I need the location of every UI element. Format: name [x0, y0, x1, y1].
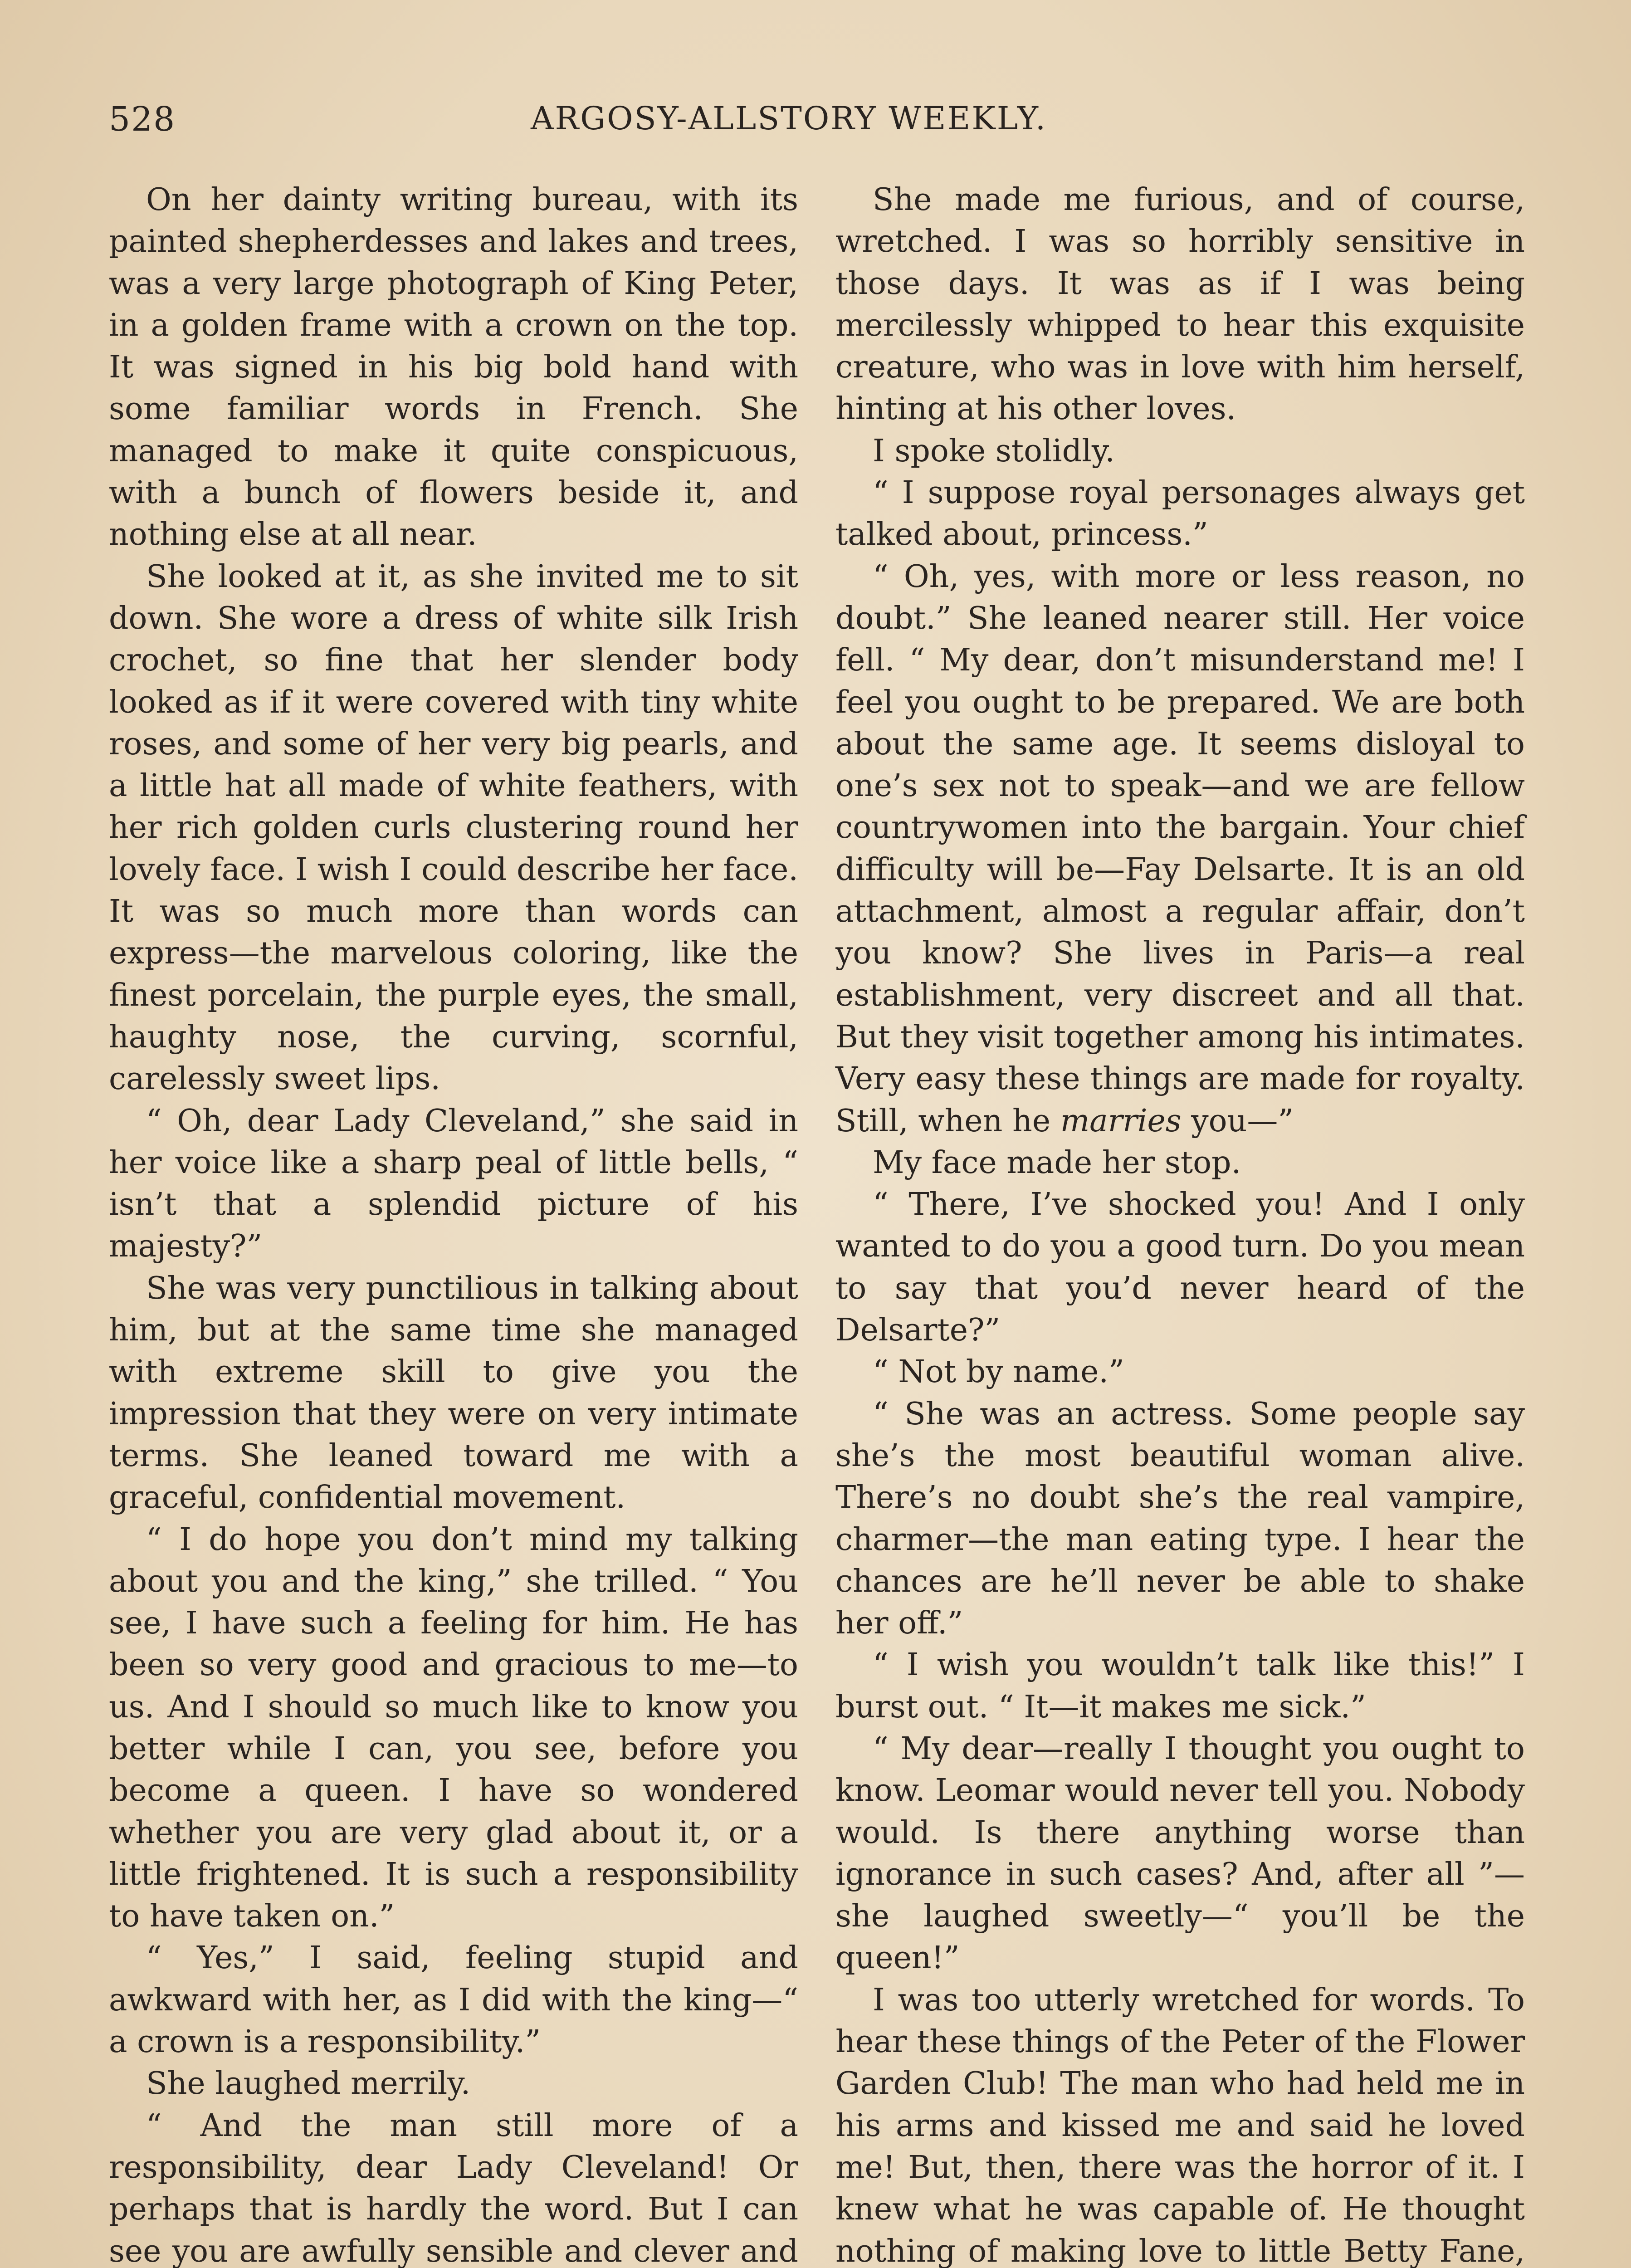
- paragraph: “ Oh, dear Lady Cleveland,” she said in her voice like a sharp peal of little bells, “ isn’t that a splendid picture of his majesty?”: [109, 1103, 798, 1265]
- paragraph: “ There, I’ve shocked you! And I only wanted to do you a good turn. Do you mean to say that you’d never heard of the Delsarte?”: [835, 1187, 1525, 1349]
- emphasized-word: marries: [1060, 1103, 1182, 1139]
- page-header: [109, 91, 1524, 141]
- page-number: 528: [109, 100, 176, 139]
- paragraph: “ Not by name.”: [873, 1354, 1124, 1390]
- running-title: ARGOSY-ALLSTORY WEEKLY.: [531, 100, 1047, 137]
- paragraph: On her dainty writing bureau, with its painted shepherdesses and lakes and trees, was a very large photograph of King Peter, in a golden frame with a crown on the top. It was signed in his big bold hand with some familiar words in French. She managed to make it quite conspicuous, with a bunch of flowers beside it, and nothing else at all near.: [109, 182, 798, 553]
- paragraph: “ I wish you wouldn’t talk like this!” I burst out. “ It—it makes me sick.”: [835, 1647, 1525, 1725]
- paragraph: She looked at it, as she invited me to sit down. She wore a dress of white silk Irish crochet, so fine that her slender body looked as if it were covered with tiny white roses, and some of her very big pearls, and a little hat all made of white feathers, with her rich golden curls clustering round her lovely face. I wish I could describe her face. It was so much more than words can express—the marvelous coloring, like the finest porcelain, the purple eyes, the small, haughty nose, the curving, scornful, carelessly sweet lips.: [109, 558, 798, 1097]
- paragraph-text: “ Oh, yes, with more or less reason, no doubt.” She leaned nearer still. Her voice fell. “ My dear, don’t misunderstand me! I feel you ought to be prepared. We are both about the same age. It seems disloyal to one’s sex not to speak—and we are fellow countrywomen into the bargain. Your chief difficulty will be—Fay Delsarte. It is an old attachment, almost a regular affair, don’t you know? She lives in Paris—a real establishment, very discreet and all that. But they visit together among his intimates. Very easy these things are made for royalty. Still, when he: [835, 558, 1525, 1139]
- paragraph-with-emphasis: [835, 556, 1525, 1142]
- paragraph: “ She was an actress. Some people say she’s the most beautiful woman alive. There’s no doubt she’s the real vampire, charmer—the man eating type. I hear the chances are he’ll never be able to shake her off.”: [835, 1396, 1525, 1642]
- paragraph: “ Yes,” I said, feeling stupid and awkward with her, as I did with the king—“ a crown is a responsibility.”: [109, 1940, 798, 2060]
- paragraph: “ I do hope you don’t mind my talking about you and the king,” she trilled. “ You see, I have such a feeling for him. He has been so very good and gracious to me—to us. And I should so much like to know you better while I can, you see, before you become a queen. I have so wondered whether you are very glad about it, or a little frightened. It is such a responsibility to have taken on.”: [109, 1521, 798, 1935]
- paragraph: My face made her stop.: [873, 1144, 1241, 1181]
- paragraph: I was too utterly wretched for words. To hear these things of the Peter of the Flower Garden Club! The man who had held me in his arms and kissed me and said he loved me! But, then, there was the horror of it. I knew what he was capable of. He thought nothing of making love to little Betty Fane,: [835, 1982, 1525, 2268]
- paragraph: “ And the man still more of a responsibility, dear Lady Cleveland! Or perhaps that is hardly the word. But I can see you are awfully sensible and clever and: [109, 2107, 798, 2268]
- paragraph-text: you—”: [1181, 1103, 1294, 1139]
- paragraph: “ I suppose royal personages always get talked about, princess.”: [835, 475, 1525, 553]
- right-column: [835, 179, 1525, 2268]
- paragraph: I spoke stolidly.: [873, 433, 1115, 469]
- left-column: [109, 179, 798, 2268]
- paragraph: She made me furious, and of course, wretched. I was so horribly sensitive in those days. It was as if I was being mercilessly whipped to hear this exquisite creature, who was in love with him herself, hinting at his other loves.: [835, 182, 1525, 427]
- paragraph: She laughed merrily.: [146, 2066, 471, 2102]
- paragraph: She was very punctilious in talking about him, but at the same time she managed with extreme skill to give you the impression that they were on very intimate terms. She leaned toward me with a graceful, confidential movement.: [109, 1270, 798, 1516]
- paragraph: “ My dear—really I thought you ought to know. Leomar would never tell you. Nobody would. Is there anything worse than ignorance in such cases? And, after all ”—she laughed sweetly—“ you’ll be the queen!”: [835, 1730, 1525, 1976]
